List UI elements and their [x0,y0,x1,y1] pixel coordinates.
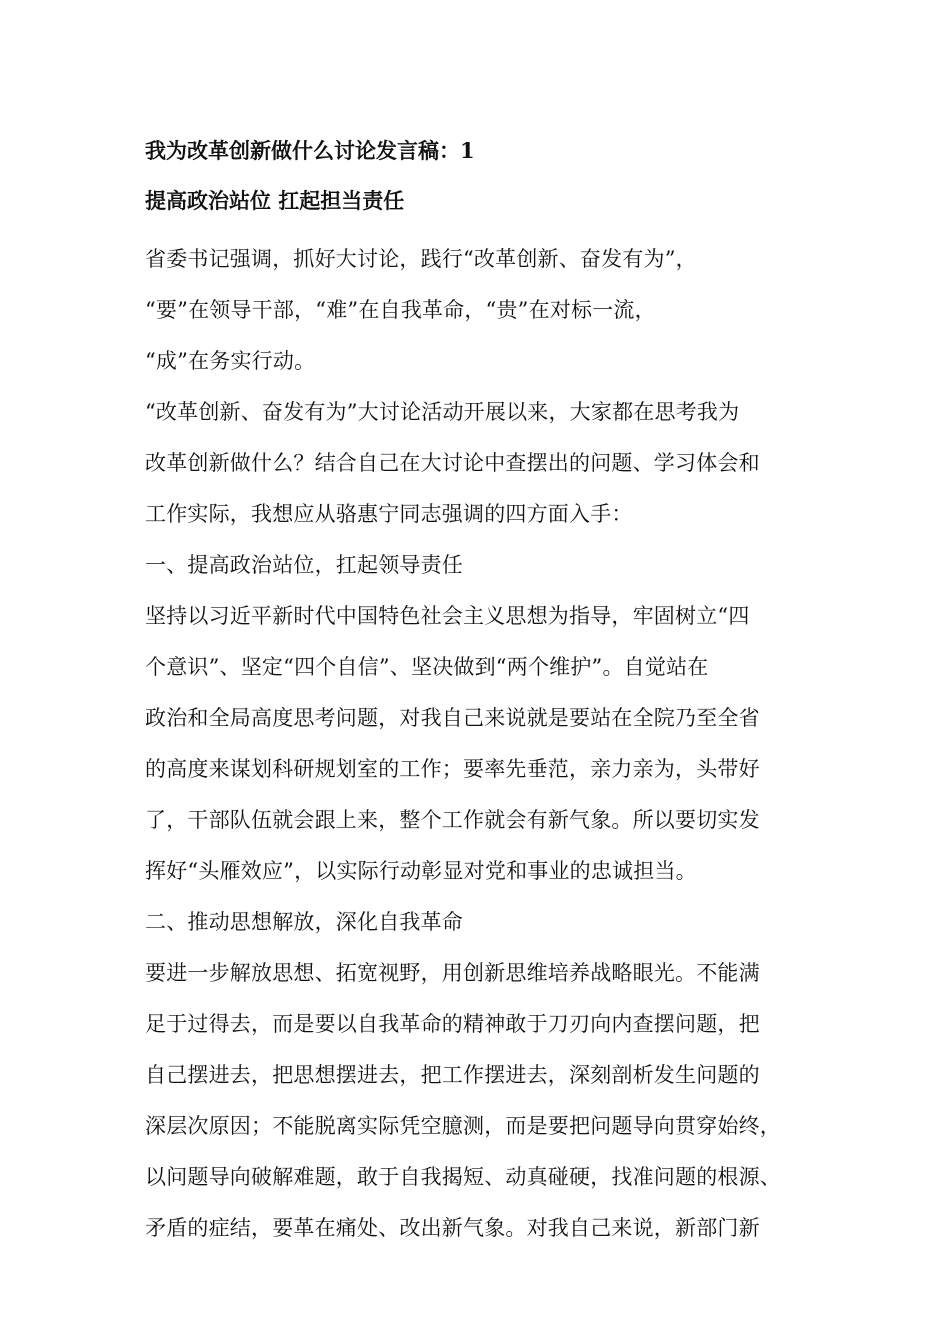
document-body [145,136,810,1254]
text-line: 以问题导向破解难题，敢于自我揭短、动真碰硬，找准问题的根源、 [145,1165,781,1189]
document-title: 我为改革创新做什么讨论发言稿：1 [145,138,475,163]
text-line: 深层次原因；不能脱离实际凭空臆测，而是要把问题导向贯穿始终， [145,1114,781,1138]
text-line: 政治和全局高度思考问题，对我自己来说就是要站在全院乃至全省 [145,706,760,730]
text-line: 省委书记强调，抓好大讨论，践行“改革创新、奋发有为”， [145,247,697,271]
text-line: 要进一步解放思想、拓宽视野，用创新思维培养战略眼光。不能满 [145,961,760,985]
text-line: 的高度来谋划科研规划室的工作；要率先垂范，亲力亲为，头带好 [145,757,760,781]
text-line: “要”在领导干部，“难”在自我革命，“贵”在对标一流， [145,298,656,322]
section-heading: 二、推动思想解放，深化自我革命 [145,910,463,934]
text-line: 自己摆进去，把思想摆进去，把工作摆进去，深刻剖析发生问题的 [145,1063,760,1087]
text-line: 了，干部队伍就会跟上来，整个工作就会有新气象。所以要切实发 [145,808,760,832]
text-line: 改革创新做什么？结合自己在大讨论中查摆出的问题、学习体会和 [145,451,760,475]
text-line: 足于过得去，而是要以自我革命的精神敢于刀刃向内查摆问题，把 [145,1012,760,1036]
text-line: “成”在务实行动。 [145,349,316,373]
text-line: 矛盾的症结，要革在痛处、改出新气象。对我自己来说，新部门新 [145,1216,760,1240]
text-line: 坚持以习近平新时代中国特色社会主义思想为指导，牢固树立“四 [145,604,750,628]
document-subtitle: 提高政治站位 扛起担当责任 [145,188,405,213]
text-line: “改革创新、奋发有为”大讨论活动开展以来，大家都在思考我为 [145,400,740,424]
text-line: 工作实际，我想应从骆惠宁同志强调的四方面入手： [145,502,633,526]
text-line: 个意识”、坚定“四个自信”、坚决做到“两个维护”。自觉站在 [145,655,709,679]
text-line: 挥好“头雁效应”，以实际行动彰显对党和事业的忠诚担当。 [145,859,697,883]
section-heading: 一、提高政治站位，扛起领导责任 [145,553,463,577]
